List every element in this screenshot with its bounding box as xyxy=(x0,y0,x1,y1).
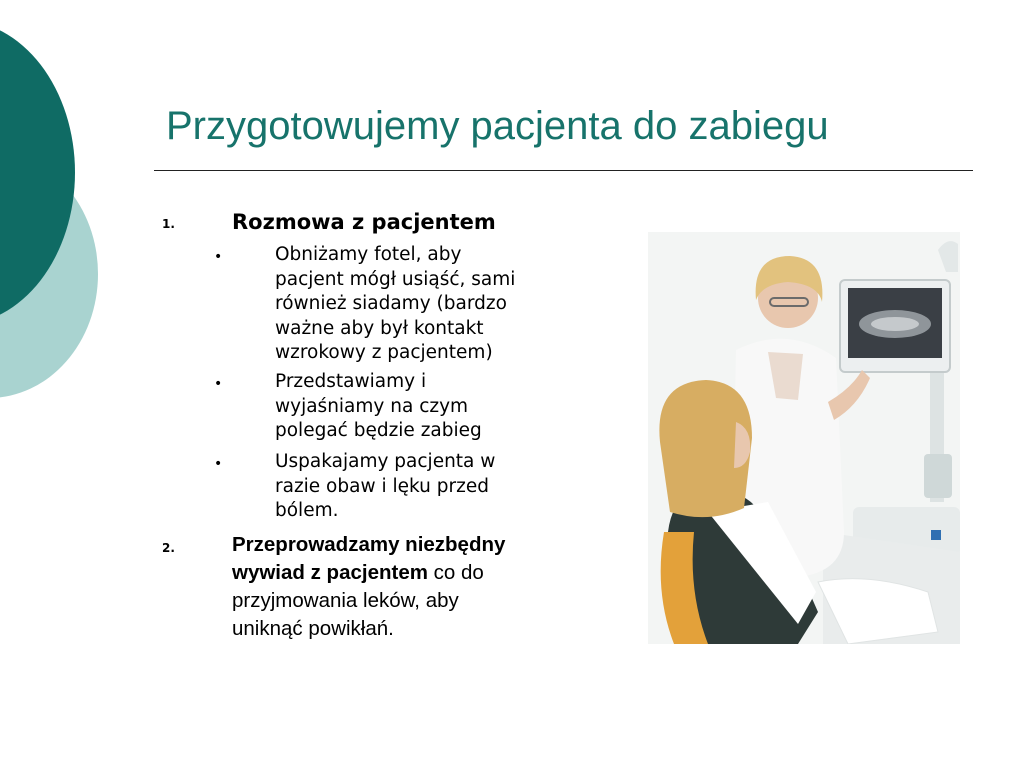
bullet-3-text xyxy=(275,450,585,524)
dental-consultation-photo xyxy=(648,232,960,644)
bullet-3-symbol: • xyxy=(214,456,223,472)
item-2-number: 2. xyxy=(162,541,175,555)
item-2-line-3-normal: przyjmowania leków, aby xyxy=(232,589,459,612)
bullet-1-line-4: ważne aby był kontakt xyxy=(275,317,484,339)
slide-title: Przygotowujemy pacjenta do zabiegu xyxy=(166,104,829,148)
bullet-3-line-3: bólem. xyxy=(275,500,339,521)
bullet-3-line-1: Uspakajamy pacjenta w xyxy=(275,451,496,472)
bullet-2-symbol: • xyxy=(214,376,223,392)
item-2-line-2-normal: co do xyxy=(427,561,484,584)
bullet-2-line-2: wyjaśniamy na czym xyxy=(275,395,469,417)
bullet-1-line-1: Obniżamy fotel, aby xyxy=(275,244,462,265)
bullet-2-line-1: Przedstawiamy i xyxy=(275,371,427,392)
item-1-heading: Rozmowa z pacjentem xyxy=(232,210,496,234)
item-1-number: 1. xyxy=(162,217,175,231)
bullet-2-line-3: polegać będzie zabieg xyxy=(275,420,482,441)
item-2-line-2-bold: wywiad z pacjentem xyxy=(232,561,428,584)
item-2-line-4-normal: uniknąć powikłań. xyxy=(232,617,394,640)
bullet-1-symbol: • xyxy=(214,249,223,265)
bullet-1-line-5: wzrokowy z pacjentem) xyxy=(275,342,493,363)
title-underline xyxy=(154,170,973,171)
bullet-3-line-2: razie obaw i lęku przed xyxy=(275,475,489,497)
item-2-line-1-bold: Przeprowadzamy niezbędny xyxy=(232,533,506,556)
bullet-1-line-3: również siadamy (bardzo xyxy=(275,293,507,314)
item-2-text xyxy=(232,531,592,643)
bullet-2-text xyxy=(275,370,585,444)
bullet-1-line-2: pacjent mógł usiąść, sami xyxy=(275,268,516,290)
bullet-1-text xyxy=(275,243,585,366)
